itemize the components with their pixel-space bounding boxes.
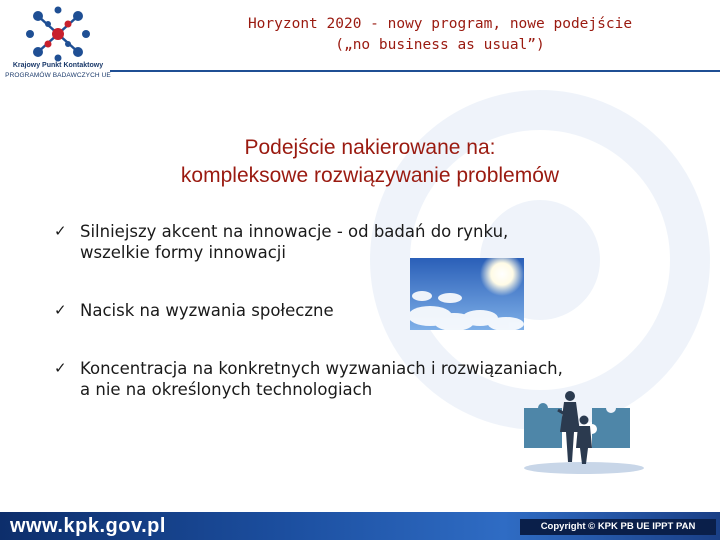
checkmark-icon: ✓ bbox=[54, 359, 67, 377]
page-title-line2: („no business as usual”) bbox=[335, 37, 545, 53]
bullet-text-line1: Silniejszy akcent na innowacje - od badań do rynku, bbox=[80, 222, 509, 241]
bullet-text-line2: wszelkie formy innowacji bbox=[80, 243, 286, 262]
checkmark-icon: ✓ bbox=[54, 301, 67, 319]
page-title-line1: Horyzont 2020 - nowy program, nowe podejście bbox=[247, 16, 633, 32]
logo-line2: PROGRAMÓW BADAWCZYCH UE bbox=[5, 72, 111, 79]
footer-copyright: Copyright © KPK PB UE IPPT PAN bbox=[520, 519, 716, 535]
subtitle-line1: Podejście nakierowane na: bbox=[244, 136, 496, 159]
puzzle-people-illustration bbox=[518, 386, 648, 476]
header-divider bbox=[110, 70, 720, 72]
page-title bbox=[150, 14, 720, 56]
logo-line1: Krajowy Punkt Kontaktowy bbox=[12, 62, 104, 69]
subtitle-line2: kompleksowe rozwiązywanie problemów bbox=[180, 164, 560, 187]
kpk-network-logo-icon bbox=[4, 6, 112, 62]
kpk-logo bbox=[4, 6, 112, 86]
bullet-text-line2: a nie na określonych technologiach bbox=[80, 380, 373, 399]
sky-sun-photo bbox=[410, 258, 524, 330]
bullet-text-line1: Koncentracja na konkretnych wyzwaniach i rozwiązaniach, bbox=[80, 359, 563, 378]
slide-subtitle bbox=[50, 134, 690, 190]
checkmark-icon: ✓ bbox=[54, 222, 67, 240]
bullet-text-line1: Nacisk na wyzwania społeczne bbox=[80, 301, 334, 320]
footer-website-link[interactable]: www.kpk.gov.pl bbox=[10, 515, 166, 537]
